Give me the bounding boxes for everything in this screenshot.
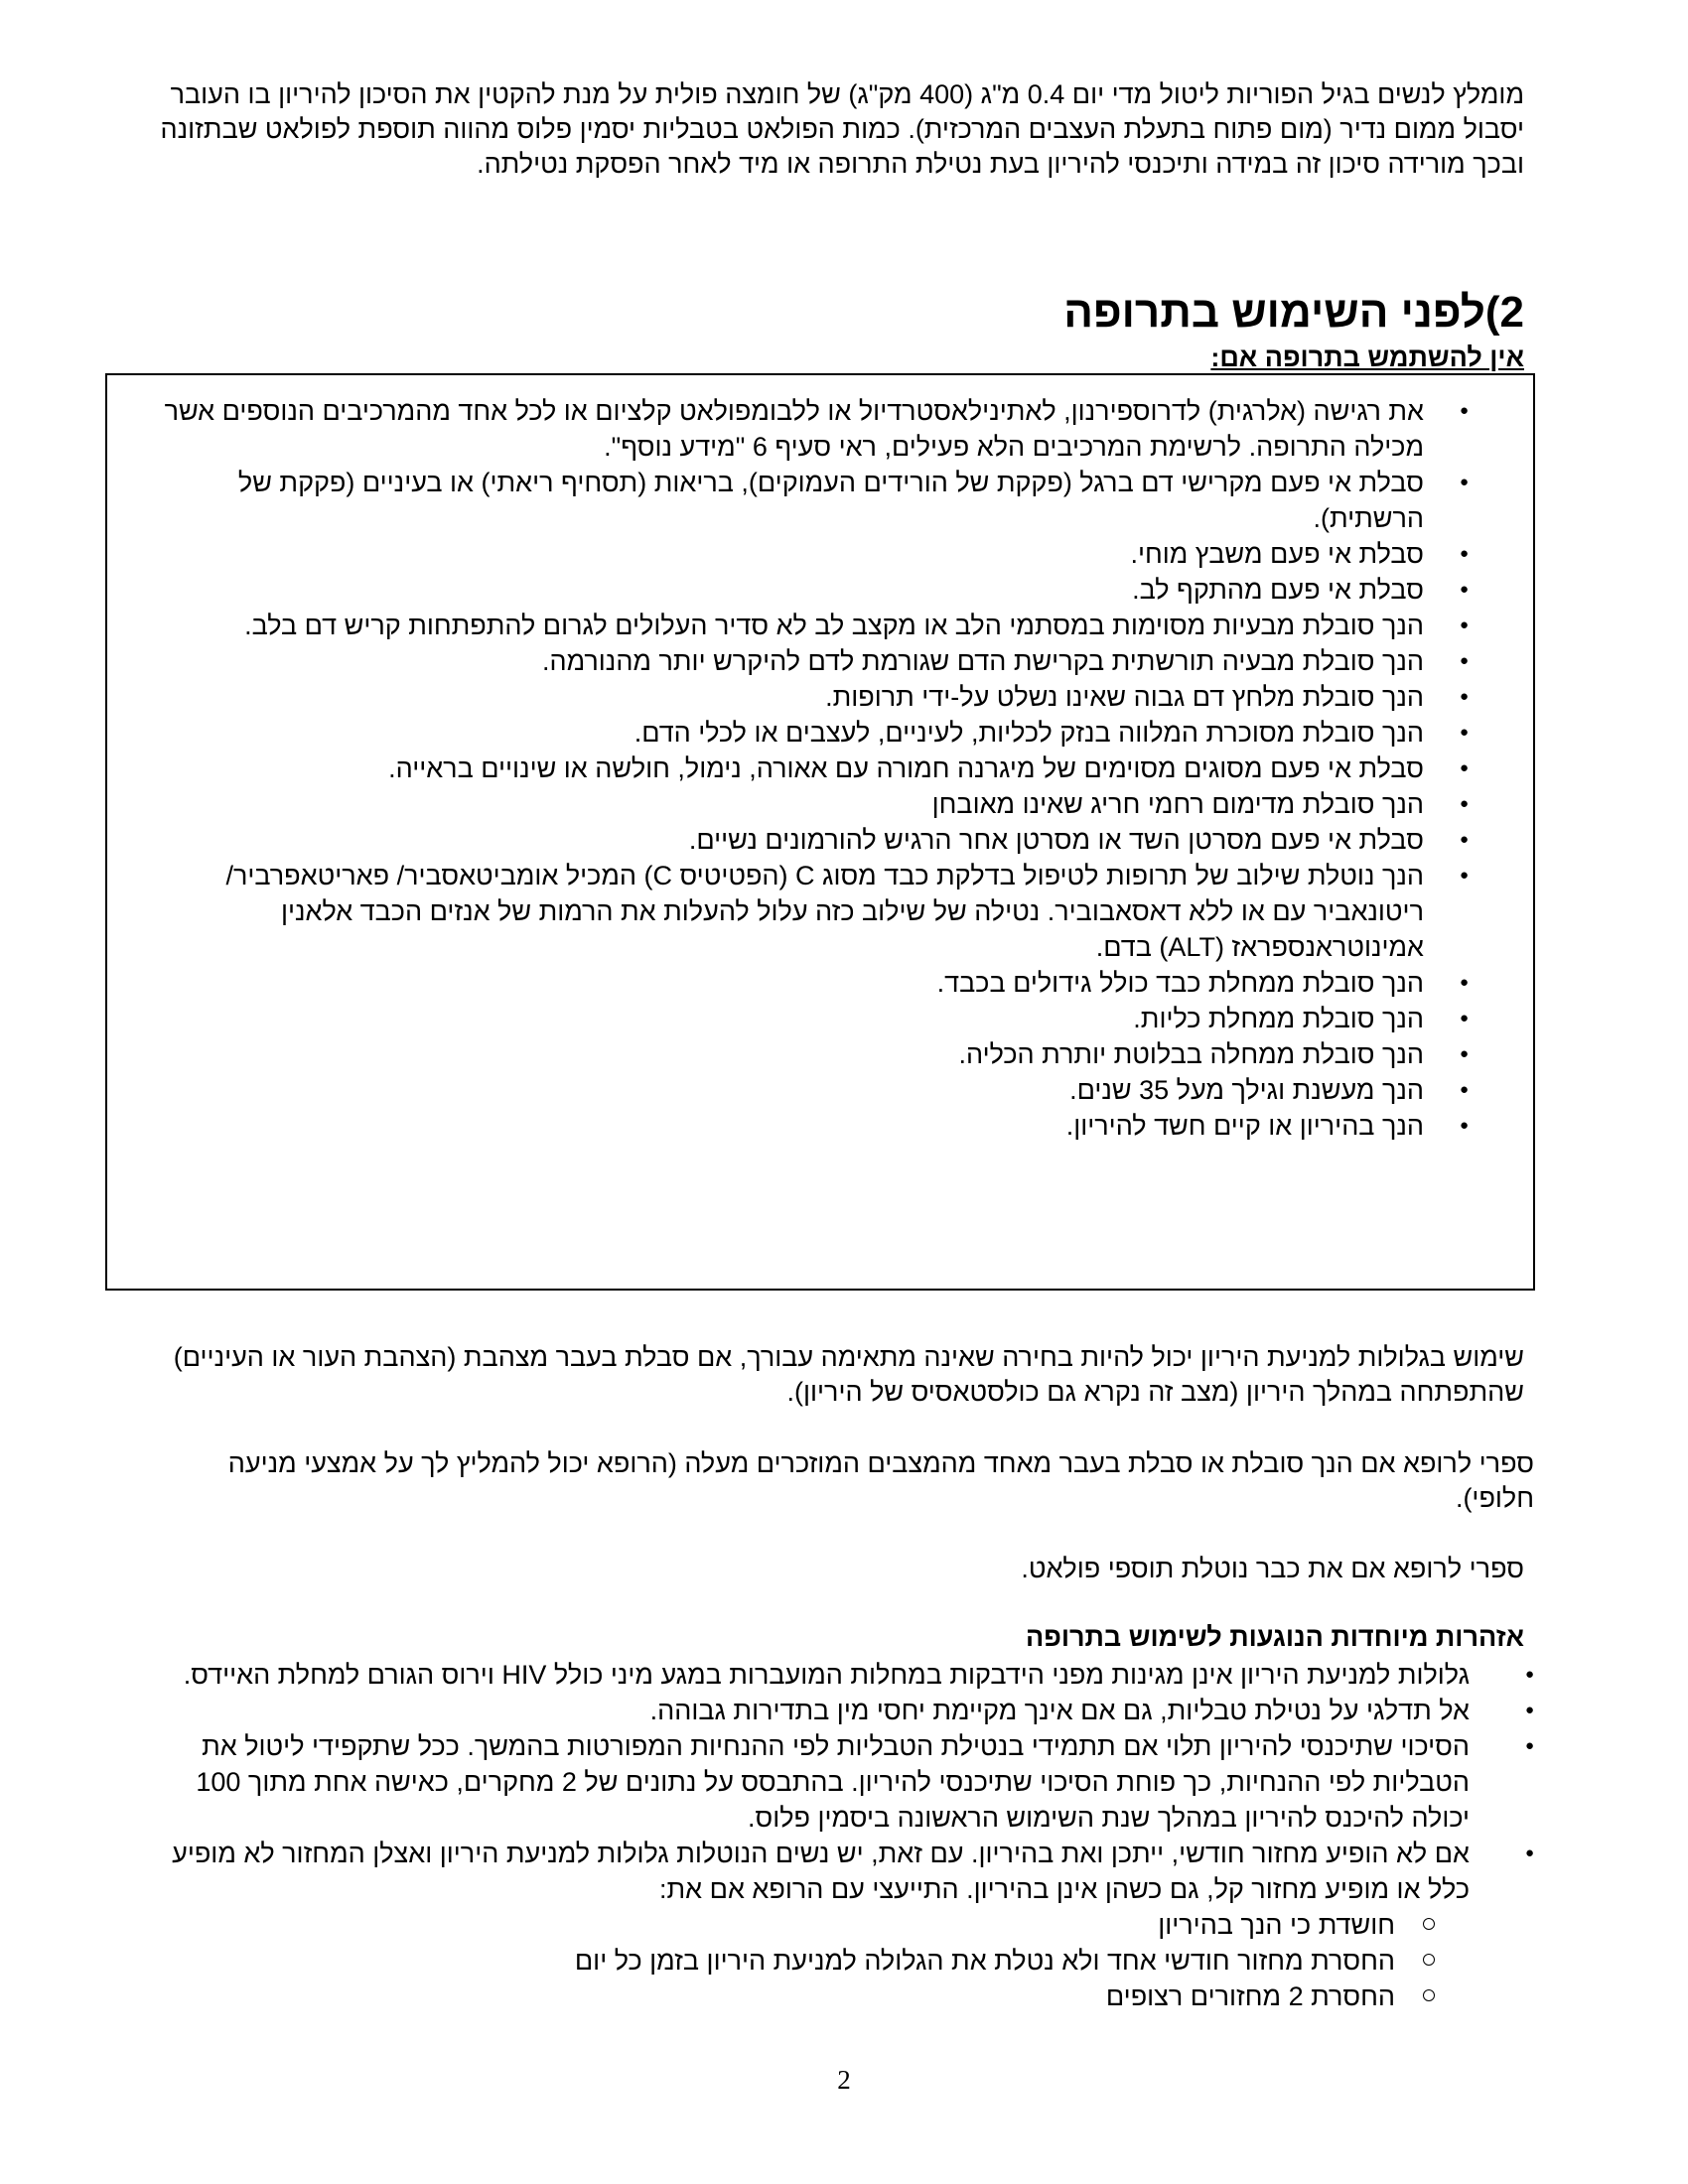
- sub-list-item-text: חושדת כי הנך בהיריון: [1158, 1910, 1395, 1940]
- sub-list-item-text: החסרת מחזור חודשי אחד ולא נטלת את הגלולה למניעת היריון בזמן כל יום: [574, 1946, 1395, 1976]
- list-item: ● סבלת אי פעם מקרישי דם ברגל (פקקת של הורידים העמוקים), בריאות (תסחיף ריאתי) או בעיניים (פקקת של הרשתית).: [133, 465, 1469, 536]
- list-item-text: אם לא הופיע מחזור חודשי, ייתכן ואת בהיריון. עם זאת, יש נשים הנוטלות גלולות למניעת היריון ואצלן המחזור לא מופיע כלל או מופיע מחזור קל, גם כשהן אינן בהיריון. התייעצי עם הרופא אם את:: [172, 1839, 1470, 1904]
- list-item: ● הנך נוטלת שילוב של תרופות לטיפול בדלקת כבד מסוג C (הפטיטיס C) המכיל אומביטאסביר/ פאריטאפרביר/ ריטונאביר עם או ללא דאסאבוביר. נטילה של שילוב כזה עלול להעלות את הרמות של אנזים הכבד אלאנין אמינוטראנספראז (ALT) בדם.: [133, 858, 1469, 965]
- warnings-list: [159, 1657, 1534, 2014]
- list-item: ● הנך סובלת מדימום רחמי חריג שאינו מאובחן: [133, 786, 1469, 822]
- cholestasis-paragraph: שימוש בגלולות למניעת היריון יכול להיות בחירה שאינה מתאימה עבורך, אם סבלת בעבר מצהבת (הצהבת העור או העיניים) שהתפתחה במהלך היריון (מצב זה נקרא גם כולסטאסיס של היריון).: [173, 1342, 1524, 1407]
- list-item: ● הנך סובלת ממחלת כבד כולל גידולים בכבד.: [133, 965, 1469, 1001]
- list-item: ● הסיכוי שתיכנסי להיריון תלוי אם תתמידי בנטילת הטבליות לפי ההנחיות המפורטות בהמשך. ככל שתקפידי ליטול את הטבליות לפי ההנחיות, כך פוחת הסיכוי שתיכנסי להיריון. בהתבסס על נתונים של 2 מחקרים, כאישה אחת מתוך 100 יכולה להיכנס להיריון במהלך שנת השימוש הראשונה ביסמין פלוס.: [159, 1728, 1534, 1836]
- hollow-bullet-icon: [1423, 1954, 1435, 1966]
- intro-paragraph: מומלץ לנשים בגיל הפוריות ליטול מדי יום 0.4 מ"ג (400 מק"ג) של חומצה פולית על מנת להקטין את הסיכון להיריון בו העובר יסבול ממום נדיר (מום פתוח בתעלת העצבים המרכזית). כמות הפולאט בטבליות יסמין פלוס מהווה תוספת לפולאט שבתזונה ובכך מורידה סיכון זה במידה ותיכנסי להיריון בעת נטילת התרופה או מיד לאחר הפסקת נטילתה.: [160, 79, 1524, 179]
- list-item: ● הנך סובלת ממחלת כליות.: [133, 1001, 1469, 1036]
- list-item: ● הנך בהיריון או קיים חשד להיריון.: [133, 1108, 1469, 1144]
- list-item: ● אל תדלגי על נטילת טבליות, גם אם אינך מקיימת יחסי מין בתדירות גבוהה.: [159, 1693, 1534, 1728]
- section-heading: 2)לפני השימוש בתרופה: [1063, 288, 1524, 337]
- sub-list-item-text: החסרת 2 מחזורים רצופים: [1105, 1981, 1395, 2011]
- warnings-title: אזהרות מיוחדות הנוגעות לשימוש בתרופה: [1026, 1622, 1524, 1652]
- list-item: ● הנך סובלת מבעיה תורשתית בקרישת הדם שגורמת לדם להיקרש יותר מהנורמה.: [133, 643, 1469, 679]
- list-item: ● סבלת אי פעם מסרטן השד או מסרטן אחר הרגיש להורמונים נשיים.: [133, 822, 1469, 858]
- warnings-sub-list: [159, 1907, 1470, 2014]
- sub-list-item: [159, 1907, 1470, 1943]
- sub-list-item: [159, 1943, 1470, 1979]
- folate-paragraph: ספרי לרופא אם את כבר נוטלת תוספי פולאט.: [1021, 1554, 1524, 1583]
- sub-list-item: [159, 1979, 1470, 2014]
- contraindications-title: אין להשתמש בתרופה אם:: [1210, 342, 1524, 372]
- contraindications-list: [133, 393, 1469, 1144]
- hollow-bullet-icon: [1423, 1989, 1435, 2001]
- list-item: ● גלולות למניעת היריון אינן מגינות מפני הידבקות במחלות המועברות במגע מיני כולל HIV וירוס הגורם למחלת האיידס.: [159, 1657, 1534, 1693]
- list-item: ● הנך סובלת ממחלה בבלוטת יותרת הכליה.: [133, 1036, 1469, 1072]
- list-item: ● הנך סובלת מסוכרת המלווה בנזק לכליות, לעיניים, לעצבים או לכלי הדם.: [133, 715, 1469, 751]
- page-number: 2: [837, 2065, 851, 2095]
- list-item: ● הנך סובלת מבעיות מסוימות במסתמי הלב או מקצב לב לא סדיר העלולים לגרום להתפתחות קריש דם בלב.: [133, 608, 1469, 643]
- list-item: ● את רגישה (אלרגית) לדרוספירנון, לאתינילאסטרדיול או ללבומפולאט קלציום או לכל אחד מהמרכיבים הנוספים אשר מכילה התרופה. לרשימת המרכיבים הלא פעילים, ראי סעיף 6 "מידע נוסף".: [133, 393, 1469, 465]
- list-item: ● הנך סובלת מלחץ דם גבוה שאינו נשלט על-ידי תרופות.: [133, 679, 1469, 715]
- list-item: ● סבלת אי פעם מהתקף לב.: [133, 572, 1469, 608]
- list-item: ● הנך מעשנת וגילך מעל 35 שנים.: [133, 1072, 1469, 1108]
- list-item: ● סבלת אי פעם משבץ מוחי.: [133, 536, 1469, 572]
- list-item: [159, 1836, 1534, 2014]
- tell-doctor-paragraph: ספרי לרופא אם הנך סובלת או סבלת בעבר מאחד מהמצבים המוזכרים מעלה (הרופא יכול להמליץ לך על אמצעי מניעה חלופי).: [227, 1448, 1534, 1513]
- list-item: ● סבלת אי פעם מסוגים מסוימים של מיגרנה חמורה עם אאורה, נימול, חולשה או שינויים בראייה.: [133, 751, 1469, 786]
- hollow-bullet-icon: [1423, 1918, 1435, 1930]
- contraindications-box: [105, 373, 1535, 1291]
